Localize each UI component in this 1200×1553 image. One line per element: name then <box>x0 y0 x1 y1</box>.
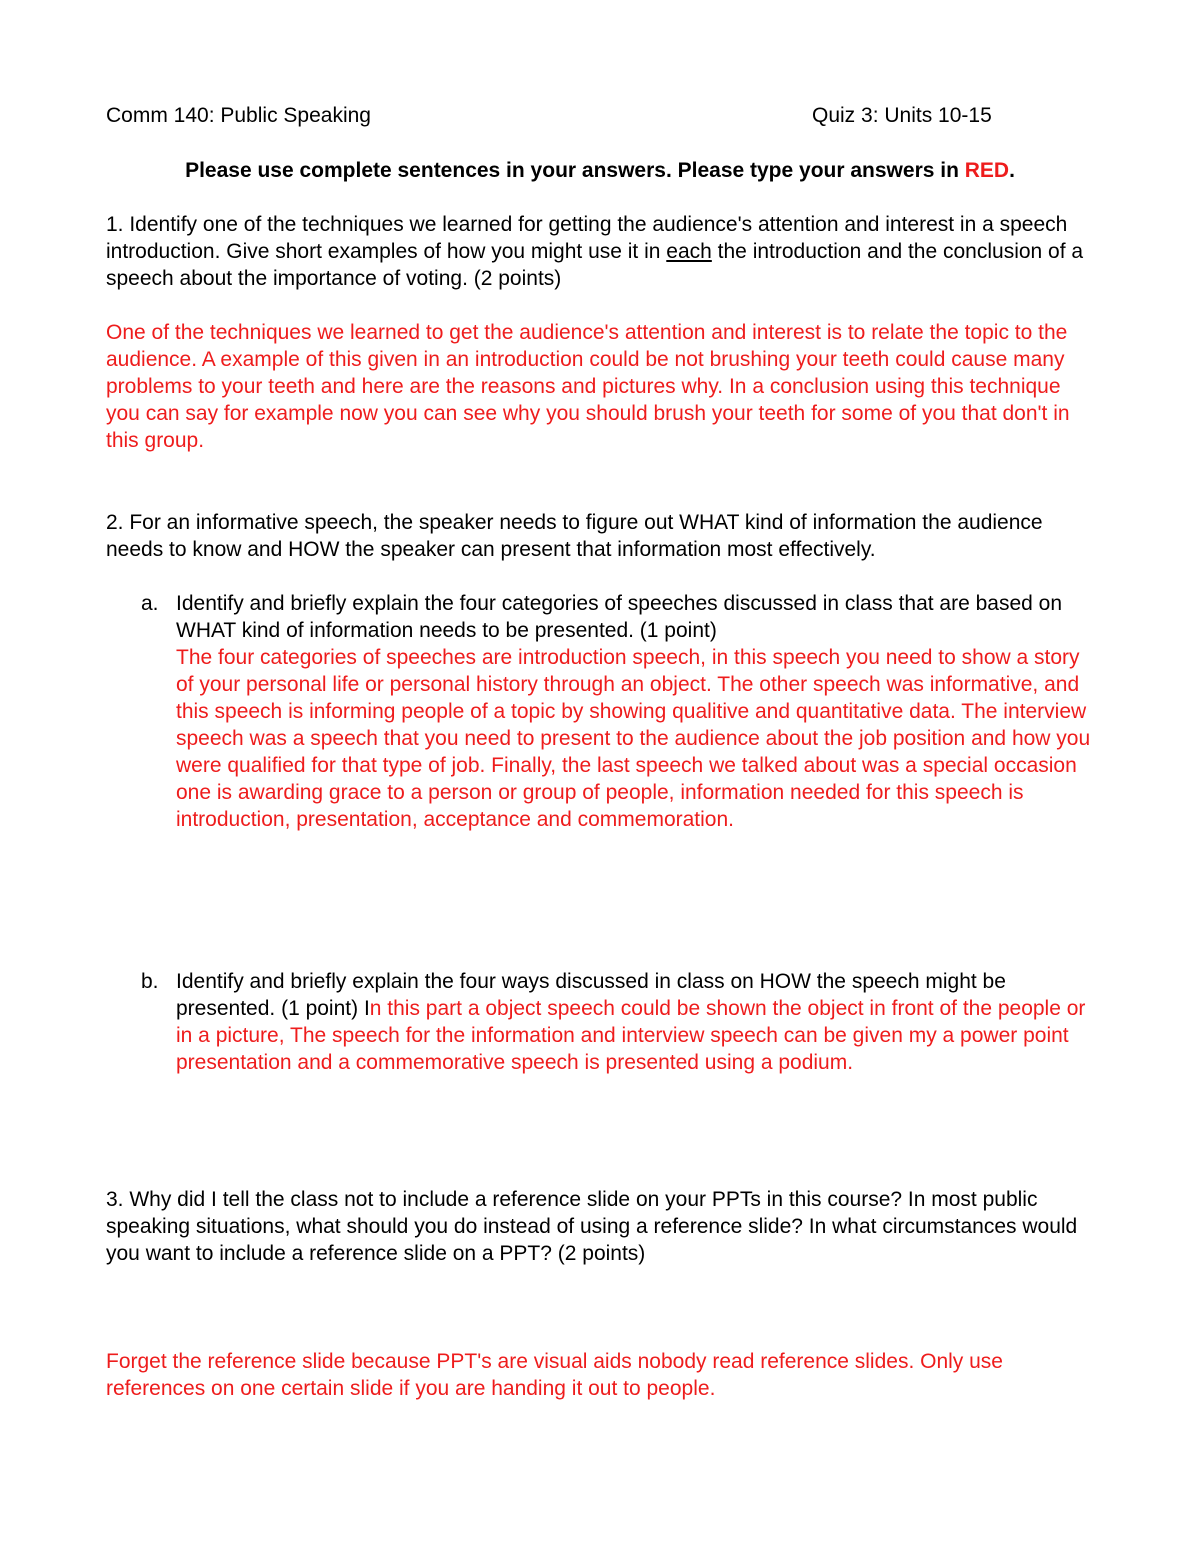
instructions-red-word: RED <box>964 159 1010 182</box>
question-2b-content <box>176 968 1101 1076</box>
question-1 <box>106 211 1096 292</box>
instructions-text: Please use complete sentences in your answers. Please type your answers in <box>185 159 965 182</box>
question-2b-text: Identify and briefly explain the four ways discussed in class on HOW the speech might be presented. (1 point) I <box>176 970 1006 1020</box>
answer-3: Forget the reference slide because PPT's are visual aids nobody read reference slides. Only use references on one certain slide if you are handing it out to people. <box>106 1350 1003 1400</box>
question-1-text-start: 1. Identify one of the techniques we learned for getting the audience's attention and interest in a speech introduction. Give short examples of how you might use it in <box>106 213 1068 263</box>
course-title: Comm 140: Public Speaking <box>106 104 371 127</box>
instructions-end: . <box>1009 159 1015 182</box>
question-2a <box>141 590 1101 833</box>
question-2a-content <box>176 590 1101 833</box>
answer-2a: The four categories of speeches are introduction speech, in this speech you need to show a story of your personal life or personal history through an object. The other speech was informative, and this speech is informing people of a topic by showing qualitive and quantitative data. The interview speech was a speech that you need to present to the audience about the job position and how you were qualified for that type of job. Finally, the last speech we talked about was a special occasion one is awarding grace to a person or group of people, information needed for this speech is introduction, presentation, acceptance and commemoration. <box>176 646 1091 831</box>
question-2a-text: Identify and briefly explain the four categories of speeches discussed in class that are based on WHAT kind of information needs to be presented. (1 point) <box>176 592 1063 642</box>
question-2b-marker: b. <box>141 970 159 993</box>
instructions <box>106 157 1094 184</box>
question-2a-marker: a. <box>141 592 159 615</box>
quiz-title: Quiz 3: Units 10-15 <box>812 104 992 127</box>
question-1-underlined-word: each <box>666 240 712 263</box>
question-1-text-end: the introduction and the conclusion of a speech about the importance of voting. (2 points) <box>106 240 1084 290</box>
page-header <box>106 102 1012 132</box>
question-2: 2. For an informative speech, the speaker needs to figure out WHAT kind of information the audience needs to know and HOW the speaker can present that information most effectively. <box>106 511 1043 561</box>
question-2b <box>141 968 1101 1076</box>
answer-1: One of the techniques we learned to get the audience's attention and interest is to relate the topic to the audience. A example of this given in an introduction could be not brushing your teeth could cause many problems to your teeth and here are the reasons and pictures why. In a conclusion using this technique you can say for example now you can see why you should brush your teeth for some of you that don't in this group. <box>106 321 1070 452</box>
answer-2b: n this part a object speech could be shown the object in front of the people or in a picture, The speech for the information and interview speech can be given my a power point presentation and a commemorative speech is presented using a podium. <box>176 997 1086 1074</box>
question-3: 3. Why did I tell the class not to include a reference slide on your PPTs in this course? In most public speaking situations, what should you do instead of using a reference slide? In what circumstances would you want to include a reference slide on a PPT? (2 points) <box>106 1188 1078 1265</box>
